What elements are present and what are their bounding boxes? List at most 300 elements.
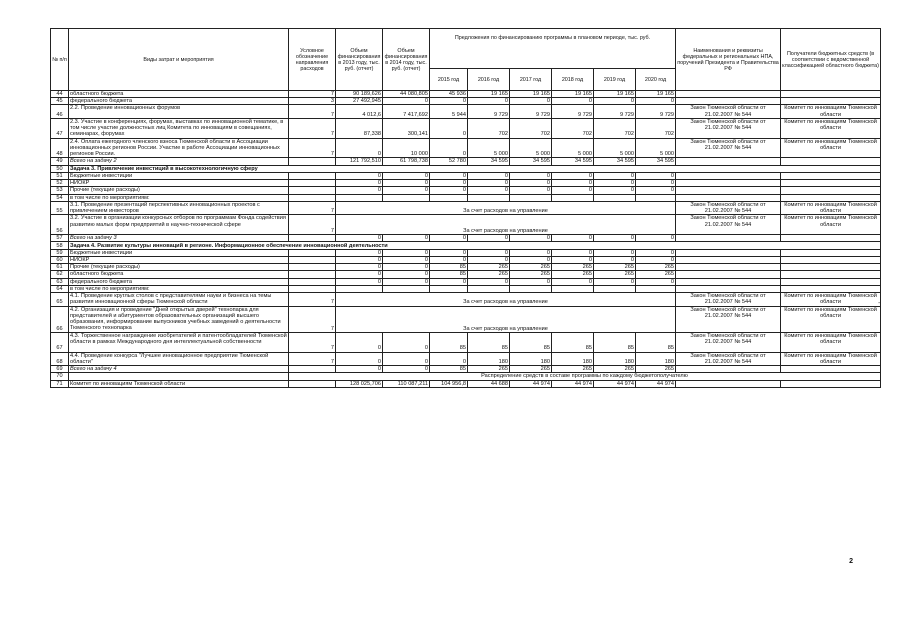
direction-code <box>289 180 336 187</box>
row-name: 3.2. Участие в организации конкурсных отборов по программам Фонда содействия развитию малых форм предприятий в научно-технической сфере <box>69 215 289 235</box>
year-value: 0 <box>552 98 594 105</box>
value-2013: 0 <box>336 264 383 271</box>
recipient <box>781 271 881 278</box>
direction-code: 7 <box>289 306 336 332</box>
direction-code: 7 <box>289 118 336 138</box>
empty-cell <box>594 285 636 292</box>
row-number: 70 <box>51 373 69 380</box>
row-name: областного бюджета <box>69 271 289 278</box>
year-value: 85 <box>430 332 468 352</box>
year-value: 180 <box>552 352 594 365</box>
row-name: федерального бюджета <box>69 278 289 285</box>
row-number: 59 <box>51 249 69 256</box>
value-2014: 10 000 <box>383 138 430 158</box>
year-value: 5 000 <box>510 138 552 158</box>
empty-cell <box>552 194 594 201</box>
year-value: 0 <box>594 249 636 256</box>
header-recipients: Получатели бюджетных средств (в соответствии с ведомственной классификацией областного бюджета) <box>781 29 881 91</box>
year-value: 0 <box>468 278 510 285</box>
table-row <box>51 194 881 201</box>
budget-table <box>50 28 881 388</box>
empty-cell <box>510 285 552 292</box>
recipient <box>781 380 881 387</box>
year-value: 0 <box>594 235 636 242</box>
document-sheet <box>50 28 880 388</box>
table-body <box>51 91 881 388</box>
direction-code <box>289 264 336 271</box>
direction-code: 7 <box>289 105 336 118</box>
direction-code: 7 <box>289 91 336 98</box>
row-number: 56 <box>51 215 69 235</box>
year-value: 104 956,8 <box>430 380 468 387</box>
direction-code <box>289 158 336 165</box>
year-value: 19 165 <box>468 91 510 98</box>
year-value: 702 <box>552 118 594 138</box>
row-number: 47 <box>51 118 69 138</box>
header-year: 2018 год <box>552 69 594 91</box>
row-name: НИОКР <box>69 257 289 264</box>
empty-cell <box>552 285 594 292</box>
year-value: 85 <box>430 264 468 271</box>
year-value: 0 <box>510 235 552 242</box>
year-value: 702 <box>468 118 510 138</box>
year-value: 44 688 <box>468 380 510 387</box>
value-2013: 0 <box>336 366 383 373</box>
npa-reference <box>676 91 781 98</box>
year-value: 0 <box>594 278 636 285</box>
year-value: 5 000 <box>468 138 510 158</box>
npa-reference <box>676 257 781 264</box>
table-row <box>51 306 881 332</box>
empty-cell <box>430 285 468 292</box>
row-name: федерального бюджета <box>69 98 289 105</box>
row-number: 53 <box>51 187 69 194</box>
row-number: 52 <box>51 180 69 187</box>
year-value: 0 <box>468 187 510 194</box>
management-note: За счет расходов на управление <box>336 293 676 306</box>
year-value: 9 729 <box>636 105 676 118</box>
direction-code: 7 <box>289 352 336 365</box>
header-year: 2019 год <box>594 69 636 91</box>
year-value: 44 974 <box>510 380 552 387</box>
year-value: 9 729 <box>468 105 510 118</box>
year-value: 0 <box>430 352 468 365</box>
value-2013: 0 <box>336 257 383 264</box>
recipient: Комитет по инновациям Тюменской области <box>781 306 881 332</box>
year-value: 19 165 <box>636 91 676 98</box>
table-row <box>51 366 881 373</box>
npa-reference: Закон Тюменской области от 21.02.2007 № 544 <box>676 105 781 118</box>
recipient: Комитет по инновациям Тюменской области <box>781 202 881 215</box>
value-2014: 0 <box>383 98 430 105</box>
value-2014: 7 417,692 <box>383 105 430 118</box>
direction-code <box>289 235 336 242</box>
direction-code <box>289 278 336 285</box>
row-name: 4.2. Организация и проведение "Дней открытых дверей" технопарка для представителей и абитуриентов образовательных организаций высшего образования, информирование выпускников учебных заведений о деятельности Тюменского технопарка <box>69 306 289 332</box>
empty-cell <box>383 194 430 201</box>
value-2013: 0 <box>336 352 383 365</box>
recipient <box>781 257 881 264</box>
recipient <box>781 235 881 242</box>
row-number: 49 <box>51 158 69 165</box>
year-value: 34 595 <box>636 158 676 165</box>
year-value: 265 <box>594 366 636 373</box>
npa-reference <box>676 366 781 373</box>
year-value: 0 <box>552 235 594 242</box>
year-value: 19 165 <box>594 91 636 98</box>
row-name: 4.3. Торжественное награждение изобретателей и патентообладателей Тюменской области в рамках Международного дня интеллектуальной собственности <box>69 332 289 352</box>
empty-cell <box>383 285 430 292</box>
year-value: 265 <box>552 366 594 373</box>
year-value: 0 <box>468 98 510 105</box>
npa-reference: Закон Тюменской области от 21.02.2007 № 544 <box>676 202 781 215</box>
year-value: 265 <box>594 264 636 271</box>
empty-cell <box>510 194 552 201</box>
empty-cell <box>430 194 468 201</box>
value-2014: 0 <box>383 278 430 285</box>
recipient <box>781 98 881 105</box>
value-2014: 0 <box>383 264 430 271</box>
direction-code: 3 <box>289 98 336 105</box>
value-2013: 90 189,626 <box>336 91 383 98</box>
row-number: 45 <box>51 98 69 105</box>
year-value: 265 <box>510 271 552 278</box>
recipient: Комитет по инновациям Тюменской области <box>781 105 881 118</box>
year-value: 0 <box>594 187 636 194</box>
year-value: 0 <box>430 180 468 187</box>
recipient <box>781 366 881 373</box>
row-name: 2.4. Оплата ежегодного членского взноса Тюменской области в Ассоциации инновационных регионов России. Участие в работе Ассоциации инновационных регионов России. <box>69 138 289 158</box>
row-number: 69 <box>51 366 69 373</box>
year-value: 85 <box>468 332 510 352</box>
table-row <box>51 352 881 365</box>
npa-reference <box>676 278 781 285</box>
year-value: 0 <box>636 180 676 187</box>
recipient <box>781 264 881 271</box>
npa-reference <box>676 180 781 187</box>
row-name: 4.4. Проведение конкурса "Лучшее инновационное предприятие Тюменской области" <box>69 352 289 365</box>
year-value: 34 595 <box>594 158 636 165</box>
header-year: 2015 год <box>430 69 468 91</box>
npa-reference: Закон Тюменской области от 21.02.2007 № 544 <box>676 332 781 352</box>
row-number: 66 <box>51 306 69 332</box>
year-value: 0 <box>594 173 636 180</box>
table-row <box>51 249 881 256</box>
direction-code <box>289 187 336 194</box>
npa-reference: Закон Тюменской области от 21.02.2007 № 544 <box>676 138 781 158</box>
empty-cell <box>468 285 510 292</box>
year-value: 0 <box>430 235 468 242</box>
row-number: 65 <box>51 293 69 306</box>
empty-cell <box>289 285 336 292</box>
value-2014: 0 <box>383 249 430 256</box>
row-number: 44 <box>51 91 69 98</box>
year-value: 0 <box>594 257 636 264</box>
empty-cell <box>636 285 676 292</box>
direction-code: 7 <box>289 138 336 158</box>
year-value: 702 <box>510 118 552 138</box>
table-row <box>51 173 881 180</box>
recipient <box>781 173 881 180</box>
year-value: 265 <box>468 264 510 271</box>
npa-reference <box>676 173 781 180</box>
year-value: 265 <box>552 264 594 271</box>
year-value: 0 <box>594 180 636 187</box>
direction-code <box>289 271 336 278</box>
npa-reference: Закон Тюменской области от 21.02.2007 № 544 <box>676 352 781 365</box>
direction-code <box>289 173 336 180</box>
header-num: № п/п <box>51 29 69 91</box>
year-value: 45 936 <box>430 91 468 98</box>
year-value: 0 <box>552 278 594 285</box>
year-value: 0 <box>430 278 468 285</box>
table-row <box>51 332 881 352</box>
year-value: 5 944 <box>430 105 468 118</box>
year-value: 0 <box>636 257 676 264</box>
distribution-caption: Распределение средств в составе программы по каждому бюджетополучателю <box>289 373 881 380</box>
year-value: 0 <box>636 187 676 194</box>
value-2013: 0 <box>336 180 383 187</box>
value-2013: 0 <box>336 138 383 158</box>
year-value: 265 <box>636 271 676 278</box>
year-value: 702 <box>636 118 676 138</box>
year-value: 0 <box>636 98 676 105</box>
empty-cell <box>594 194 636 201</box>
year-value: 0 <box>430 257 468 264</box>
section-title: Задача 4. Развитие культуры инноваций в регионе. Информационное обеспечение инновационной деятельности <box>69 242 881 249</box>
year-value: 0 <box>636 173 676 180</box>
year-value: 5 000 <box>636 138 676 158</box>
table-row <box>51 91 881 98</box>
table-row <box>51 165 881 172</box>
value-2014: 0 <box>383 352 430 365</box>
row-number: 51 <box>51 173 69 180</box>
year-value: 9 729 <box>552 105 594 118</box>
table-row <box>51 180 881 187</box>
row-name: 2.3. Участие в конференциях, форумах, выставках по инновационной тематике, в том числе участие должностных лиц Комитета по инновациям в совещаниях, семинарах, форумах <box>69 118 289 138</box>
year-value: 44 974 <box>636 380 676 387</box>
year-value: 265 <box>636 264 676 271</box>
table-row <box>51 118 881 138</box>
row-name: Всего на задачу 2 <box>69 158 289 165</box>
recipient <box>781 278 881 285</box>
empty-cell <box>289 194 336 201</box>
value-2014: 110 087,211 <box>383 380 430 387</box>
row-name: 2.2. Проведение инновационных форумов <box>69 105 289 118</box>
row-number: 46 <box>51 105 69 118</box>
empty-cell <box>676 285 781 292</box>
row-name: 3.1. Проведение презентаций перспективных инновационных проектов с привлечением инвесторов <box>69 202 289 215</box>
row-number: 63 <box>51 278 69 285</box>
year-value: 0 <box>468 257 510 264</box>
value-2013: 121 792,510 <box>336 158 383 165</box>
year-value: 0 <box>430 249 468 256</box>
row-number: 67 <box>51 332 69 352</box>
row-number: 50 <box>51 165 69 172</box>
year-value: 265 <box>468 366 510 373</box>
year-value: 5 000 <box>552 138 594 158</box>
empty-cell <box>336 194 383 201</box>
table-row <box>51 158 881 165</box>
table-row <box>51 215 881 235</box>
value-2014: 61 798,738 <box>383 158 430 165</box>
recipient: Комитет по инновациям Тюменской области <box>781 118 881 138</box>
year-value: 34 595 <box>468 158 510 165</box>
table-row <box>51 235 881 242</box>
npa-reference: Закон Тюменской области от 21.02.2007 № 544 <box>676 293 781 306</box>
empty-cell <box>468 194 510 201</box>
year-value: 9 729 <box>510 105 552 118</box>
table-row <box>51 285 881 292</box>
table-row <box>51 242 881 249</box>
management-note: За счет расходов на управление <box>336 306 676 332</box>
table-row <box>51 373 881 380</box>
year-value: 0 <box>552 257 594 264</box>
header-year: 2016 год <box>468 69 510 91</box>
year-value: 0 <box>636 235 676 242</box>
header-vol2013: Объем финансирования в 2013 году, тыс. руб. (отчет) <box>336 29 383 91</box>
direction-code: 7 <box>289 332 336 352</box>
row-name: Бюджетные инвестиции <box>69 173 289 180</box>
row-name: Бюджетные инвестиции <box>69 249 289 256</box>
year-value: 0 <box>552 249 594 256</box>
year-value: 0 <box>510 173 552 180</box>
header-type: Виды затрат и мероприятия <box>69 29 289 91</box>
empty-cell <box>636 194 676 201</box>
row-number: 64 <box>51 285 69 292</box>
direction-code <box>289 249 336 256</box>
empty-cell <box>781 194 881 201</box>
header-year: 2017 год <box>510 69 552 91</box>
year-value: 34 595 <box>552 158 594 165</box>
direction-code: 7 <box>289 293 336 306</box>
value-2013: 0 <box>336 278 383 285</box>
row-number: 60 <box>51 257 69 264</box>
value-2013: 0 <box>336 271 383 278</box>
year-value: 19 165 <box>552 91 594 98</box>
header-code: Условное обозначение направления расходов <box>289 29 336 91</box>
year-value: 0 <box>430 187 468 194</box>
row-number: 58 <box>51 242 69 249</box>
value-2013: 0 <box>336 173 383 180</box>
year-value: 180 <box>594 352 636 365</box>
year-value: 0 <box>552 180 594 187</box>
table-row <box>51 380 881 387</box>
year-value: 0 <box>430 173 468 180</box>
year-value: 0 <box>430 138 468 158</box>
row-number: 48 <box>51 138 69 158</box>
table-header <box>51 29 881 91</box>
empty-cell <box>676 194 781 201</box>
npa-reference <box>676 380 781 387</box>
table-row <box>51 293 881 306</box>
value-2013: 87,338 <box>336 118 383 138</box>
year-value: 265 <box>510 264 552 271</box>
year-value: 0 <box>468 173 510 180</box>
year-value: 180 <box>468 352 510 365</box>
value-2014: 0 <box>383 332 430 352</box>
recipient <box>781 91 881 98</box>
row-name: Комитет по инновациям Тюменской области <box>69 380 289 387</box>
year-value: 0 <box>510 257 552 264</box>
recipient: Комитет по инновациям Тюменской области <box>781 332 881 352</box>
table-row <box>51 187 881 194</box>
row-name: в том числе по мероприятиям: <box>69 285 289 292</box>
value-2014: 0 <box>383 257 430 264</box>
year-value: 265 <box>468 271 510 278</box>
management-note: За счет расходов на управление <box>336 215 676 235</box>
value-2013: 128 025,706 <box>336 380 383 387</box>
scan-mark: - <box>878 300 881 307</box>
npa-reference: Закон Тюменской области от 21.02.2007 № 544 <box>676 306 781 332</box>
direction-code <box>289 380 336 387</box>
table-row <box>51 98 881 105</box>
row-name: Прочие (текущие расходы) <box>69 187 289 194</box>
recipient: Комитет по инновациям Тюменской области <box>781 293 881 306</box>
year-value: 265 <box>594 271 636 278</box>
recipient <box>781 158 881 165</box>
direction-code <box>289 366 336 373</box>
row-number: 55 <box>51 202 69 215</box>
year-value: 180 <box>636 352 676 365</box>
year-value: 0 <box>510 278 552 285</box>
year-value: 0 <box>430 98 468 105</box>
npa-reference: Закон Тюменской области от 21.02.2007 № 544 <box>676 215 781 235</box>
year-value: 85 <box>636 332 676 352</box>
recipient <box>781 187 881 194</box>
header-npa: Наименования и реквизиты федеральных и региональных НПА, поручений Президента и Правительства РФ <box>676 29 781 91</box>
year-value: 0 <box>510 180 552 187</box>
table-row <box>51 271 881 278</box>
recipient <box>781 249 881 256</box>
year-value: 0 <box>468 180 510 187</box>
year-value: 5 000 <box>594 138 636 158</box>
year-value: 0 <box>594 98 636 105</box>
year-value: 85 <box>552 332 594 352</box>
value-2013: 0 <box>336 187 383 194</box>
year-value: 85 <box>430 271 468 278</box>
table-row <box>51 138 881 158</box>
value-2014: 0 <box>383 235 430 242</box>
npa-reference: Закон Тюменской области от 21.02.2007 № 544 <box>676 118 781 138</box>
year-value: 44 974 <box>552 380 594 387</box>
table-row <box>51 105 881 118</box>
year-value: 0 <box>552 187 594 194</box>
row-name: в том числе по мероприятиям: <box>69 194 289 201</box>
value-2013: 4 012,6 <box>336 105 383 118</box>
page-number: 2 <box>849 558 853 565</box>
year-value: 9 729 <box>594 105 636 118</box>
row-number: 61 <box>51 264 69 271</box>
year-value: 85 <box>430 366 468 373</box>
row-name: Прочие (текущие расходы) <box>69 264 289 271</box>
value-2013: 0 <box>336 235 383 242</box>
year-value: 265 <box>510 366 552 373</box>
year-value: 34 595 <box>510 158 552 165</box>
year-value: 0 <box>468 235 510 242</box>
npa-reference <box>676 264 781 271</box>
year-value: 19 165 <box>510 91 552 98</box>
row-number: 57 <box>51 235 69 242</box>
value-2013: 0 <box>336 249 383 256</box>
year-value: 0 <box>552 173 594 180</box>
year-value: 0 <box>510 187 552 194</box>
year-value: 85 <box>510 332 552 352</box>
table-row <box>51 257 881 264</box>
table-row <box>51 278 881 285</box>
year-value: 0 <box>430 118 468 138</box>
year-value: 180 <box>510 352 552 365</box>
